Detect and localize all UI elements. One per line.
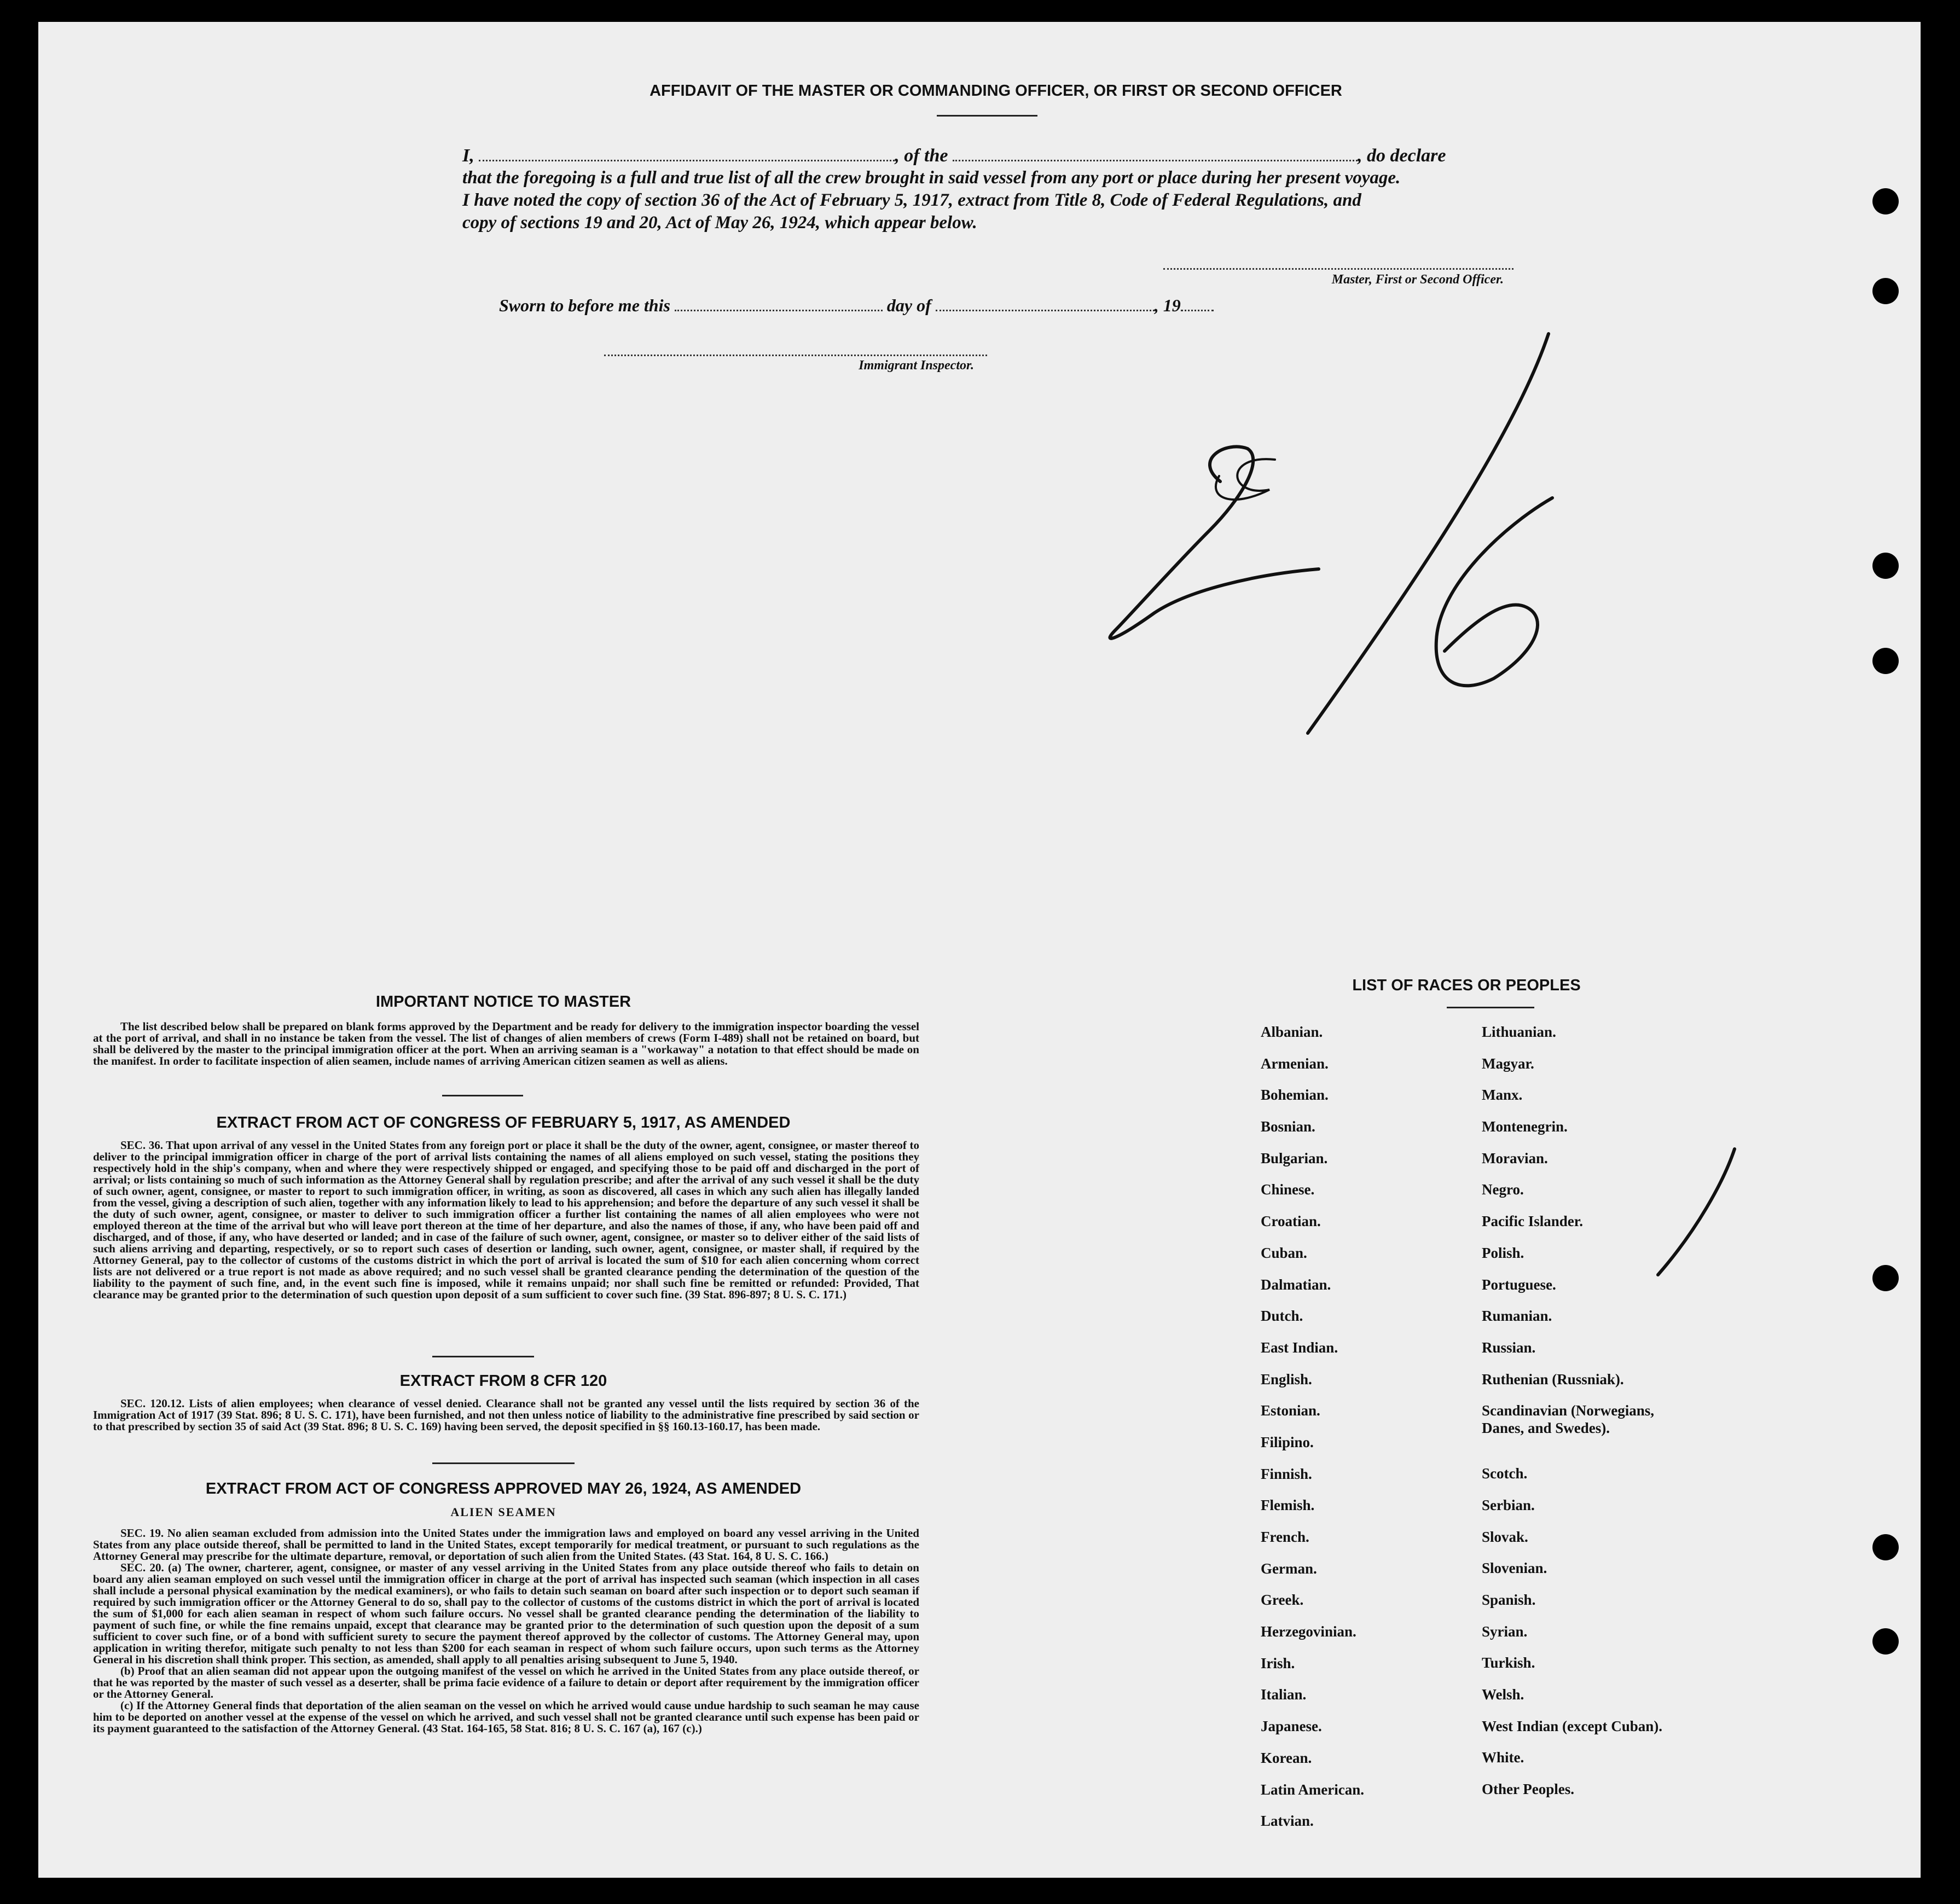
binder-hole xyxy=(1872,1265,1899,1291)
race-item: Bosnian. xyxy=(1261,1118,1315,1135)
race-item: Pacific Islander. xyxy=(1482,1213,1583,1230)
race-item: Irish. xyxy=(1261,1655,1295,1671)
notice-text: The list described below shall be prepared on blank forms approved by the Department and be ready for delivery to the immigration inspector boarding the vessel at the port of arrival, and shall in no instance be taken from the vessel. The list of changes of alien members of crews (Form I-489) shall not be retained on board, but shall be delivered by the master to the principal immigration officer at the port. When an arriving seaman is a "workaway" a notation to that effect should be made on the manifest. In order to facilitate inspection of alien seamen, include names of arriving American citizen seamen as well as aliens. xyxy=(93,1020,919,1067)
title-divider xyxy=(937,115,1037,117)
race-item: Syrian. xyxy=(1482,1623,1528,1640)
race-item: Moravian. xyxy=(1482,1150,1548,1166)
sworn-line xyxy=(499,295,1214,316)
race-item: Scandinavian (Norwegians, Danes, and Swedes). xyxy=(1482,1402,1655,1437)
race-item: West Indian (except Cuban). xyxy=(1482,1717,1663,1734)
alien-seamen-subtitle: ALIEN SEAMEN xyxy=(450,1505,556,1519)
affidavit-line-3: I have noted the copy of section 36 of the Act of February 5, 1917, extract from Title 8, Code of Federal Regulations, and xyxy=(462,190,1361,210)
race-item: Latvian. xyxy=(1261,1813,1314,1830)
races-divider xyxy=(1447,1007,1534,1008)
race-item: Albanian. xyxy=(1261,1024,1323,1040)
race-item: Chinese. xyxy=(1261,1181,1315,1198)
race-item: White. xyxy=(1482,1749,1524,1766)
extract-1917-title: EXTRACT FROM ACT OF CONGRESS OF FEBRUARY 5, 1917, AS AMENDED xyxy=(216,1114,791,1131)
notice-title: IMPORTANT NOTICE TO MASTER xyxy=(375,993,631,1011)
race-item: Herzegovinian. xyxy=(1261,1623,1356,1640)
handwritten-number-2-6 xyxy=(1089,323,1570,761)
race-item: Bulgarian. xyxy=(1261,1150,1328,1166)
binder-hole xyxy=(1872,553,1899,579)
race-item: Slovenian. xyxy=(1482,1560,1547,1577)
section-120-12-text: SEC. 120.12. Lists of alien employees; when clearance of vessel denied. Clearance shall not be granted any vessel until the lists required by section 36 of the Immigration Act of 1917 (39 Stat. 896; 8 U. S. C. 171), have been furnished, and not then unless notice of liability to the administrative fine prescribed by said section or to that prescribed by section 35 of said Act (39 Stat. 896; 8 U. S. C. 169) having been served, the deposit specified in §§ 160.13-160.17, has been made. xyxy=(93,1397,919,1433)
section-19-text: SEC. 19. No alien seaman excluded from admission into the United States under the immigration laws and employed on board any vessel arriving in the United States from any place outside thereof, shall be permitted to land in the United States, except temporarily for medical treatment, or pursuant to such regulations as the Attorney General may prescribe for the ultimate departure, removal, or deportation of such alien from the United States. (43 Stat. 164, 8 U. S. C. 166.) xyxy=(93,1526,919,1563)
race-item: Armenian. xyxy=(1261,1055,1329,1072)
race-item: Lithuanian. xyxy=(1482,1024,1556,1040)
races-column-1 xyxy=(1261,1023,1469,1844)
divider xyxy=(432,1462,575,1464)
binder-hole xyxy=(1872,278,1899,304)
binder-hole xyxy=(1872,188,1899,214)
section-20a-text: SEC. 20. (a) The owner, charterer, agent, consignee, or master of any vessel arriving in the United States from any place outside thereof who fails to detain on board any alien seaman employed on such vessel until the immigration officer in charge at the port of arrival has inspected such seaman (which inspection in all cases shall include a personal physical examination by the medical examiners), or who fails to detain such seaman on board after such inspection or to deport such seaman if required by such immigration officer or the Attorney General to do so, shall pay to the collector of customs of the customs district in which the port of arrival is located the sum of $1,000 for each alien seaman in respect of whom such failure occurs. No vessel shall be granted clearance pending the determination of the liability to payment of such fine, or while the fine remains unpaid, except that clearance may be granted prior to the determination of such question upon the deposit of a sum sufficient to cover such fine, or of a bond with sufficient surety to secure the payment thereof approved by the collector of customs. The Attorney General may, upon application in writing therefor, mitigate such penalty to not less than $200 for each seaman in respect of whom such failure occurs, upon such terms as the Attorney General in his discretion shall think proper. This section, as amended, shall apply to all penalties arising subsequent to June 5, 1940. xyxy=(93,1561,919,1666)
vessel-blank[interactable] xyxy=(953,146,1358,161)
race-item: Other Peoples. xyxy=(1482,1781,1574,1798)
sworn-day-blank[interactable] xyxy=(675,295,883,311)
race-item: Portuguese. xyxy=(1482,1276,1556,1293)
extract-cfr-title: EXTRACT FROM 8 CFR 120 xyxy=(399,1372,607,1390)
race-item: Negro. xyxy=(1482,1181,1524,1198)
section-20b-text: (b) Proof that an alien seaman did not appear upon the outgoing manifest of the vessel on which he arrived in the United States from any place outside thereof, or that he was reported by the master of such vessel as a deserter, shall be prima facie evidence of a failure to detain or deport after requirement by the immigration officer or the Attorney General. xyxy=(93,1664,919,1700)
race-item: Greek. xyxy=(1261,1592,1304,1609)
extract-cfr-body xyxy=(93,1398,919,1432)
race-item: Polish. xyxy=(1482,1244,1524,1261)
name-blank[interactable] xyxy=(479,146,895,161)
divider xyxy=(442,1095,523,1096)
year-prefix-label: , 19 xyxy=(1154,295,1181,315)
race-item: Cuban. xyxy=(1261,1244,1307,1261)
binder-hole xyxy=(1872,1628,1899,1655)
race-item: Magyar. xyxy=(1482,1055,1534,1072)
race-item: Italian. xyxy=(1261,1686,1307,1703)
race-item: Montenegrin. xyxy=(1482,1118,1568,1135)
race-item: Latin American. xyxy=(1261,1781,1364,1798)
sworn-label: Sworn to before me this xyxy=(499,295,670,315)
do-declare-label: , do declare xyxy=(1358,146,1446,166)
race-item: Finnish. xyxy=(1261,1465,1312,1482)
affidavit-title: AFFIDAVIT OF THE MASTER OR COMMANDING OFFICER, OR FIRST OR SECOND OFFICER xyxy=(650,82,1342,100)
race-item: Korean. xyxy=(1261,1749,1312,1766)
races-title: LIST OF RACES OR PEOPLES xyxy=(1352,977,1581,994)
notice-body xyxy=(93,1021,919,1067)
race-item: Japanese. xyxy=(1261,1718,1322,1735)
race-item: German. xyxy=(1261,1560,1317,1577)
race-item: Scotch. xyxy=(1482,1465,1528,1482)
race-item: Dutch. xyxy=(1261,1308,1303,1325)
race-item: English. xyxy=(1261,1371,1312,1388)
affidavit-line-1 xyxy=(462,144,1518,167)
affidavit-line-2: that the foregoing is a full and true list of all the crew brought in said vessel from any port or place during her present voyage. xyxy=(462,168,1401,188)
race-item: Rumanian. xyxy=(1482,1308,1552,1325)
race-item: Manx. xyxy=(1482,1087,1523,1104)
race-item: Welsh. xyxy=(1482,1686,1524,1703)
of-the-label: , of the xyxy=(895,146,948,166)
section-36-text: SEC. 36. That upon arrival of any vessel in the United States from any foreign port or place it shall be the duty of the owner, agent, consignee, or master thereof to deliver to the principal immigration officer in charge of the port of arrival lists containing the names of all aliens employed on such vessel, stating the positions they respectively hold in the ship's company, when and where they were respectively shipped or engaged, and specifying those to be paid off and discharged in the port of arrival; or lists containing so much of such information as the Attorney General shall by regulation prescribe; and after the arrival of any such vessel it shall be the duty of such owner, agent, consignee, or master to report to such immigration officer, in writing, as soon as discovered, all cases in which any such alien has illegally landed from the vessel, giving a description of such alien, together with any information likely to lead to his apprehension; and before the departure of any such vessel it shall be the duty of such owner, agent, consignee, or master to deliver to such immigration officer a further list containing the names of all alien employees who were not employed thereon at the time of the arrival but who will leave port thereon at the time of her departure, and also the names of those, if any, who have been paid off and discharged, and of those, if any, who have deserted or landed; and in case of the failure of such owner, agent, consignee, or master so to deliver either of the said lists of such aliens arriving and departing, respectively, or so to report such cases of desertion or landing, such owner, agent, consignee, or master shall, if required by the Attorney General, pay to the collector of customs of the customs district in which the port of arrival is located the sum of $10 for each alien concerning whom correct lists are not delivered or a true report is not made as above required; and no such vessel shall be granted clearance pending the determination of the question of the liability to the payment of such fine, and, in the event such fine is imposed, while it remains unpaid; nor shall such fine be remitted or refunded: Provided, That clearance may be granted prior to the determination of such question upon deposit of a sum sufficient to cover such fine. (39 Stat. 896-897; 8 U. S. C. 171.) xyxy=(93,1139,919,1301)
race-item: Bohemian. xyxy=(1261,1087,1329,1104)
race-item: Filipino. xyxy=(1261,1433,1314,1450)
race-item: Croatian. xyxy=(1261,1213,1321,1230)
sworn-month-blank[interactable] xyxy=(936,295,1155,311)
race-item: Spanish. xyxy=(1482,1592,1536,1608)
divider xyxy=(432,1356,534,1357)
race-item: Estonian. xyxy=(1261,1402,1320,1419)
race-item: Slovak. xyxy=(1482,1528,1528,1545)
race-item: Russian. xyxy=(1482,1339,1536,1356)
inspector-label: Immigrant Inspector. xyxy=(859,358,974,373)
race-item: Dalmatian. xyxy=(1261,1276,1331,1293)
sworn-year-blank[interactable] xyxy=(1181,295,1214,311)
binder-hole xyxy=(1872,648,1899,674)
race-item: Turkish. xyxy=(1482,1655,1535,1671)
race-item: French. xyxy=(1261,1529,1309,1545)
affidavit-line-4: copy of sections 19 and 20, Act of May 26, 1924, which appear below. xyxy=(462,213,977,233)
section-20c-text: (c) If the Attorney General finds that deportation of the alien seaman on the vessel on which he arrived would cause undue hardship to such seaman he may cause him to be deported on another vessel at the expense of the vessel on which he arrived, and such vessel shall not be granted clearance until such expense has been paid or its payment guaranteed to the satisfaction of the Attorney General. (43 Stat. 164-165, 58 Stat. 816; 8 U. S. C. 167 (a), 167 (c).) xyxy=(93,1699,919,1735)
extract-1924-title: EXTRACT FROM ACT OF CONGRESS APPROVED MAY 26, 1924, AS AMENDED xyxy=(205,1480,802,1497)
extract-1917-body xyxy=(93,1140,919,1301)
race-item: Flemish. xyxy=(1261,1497,1315,1514)
race-item: Serbian. xyxy=(1482,1496,1535,1513)
affidavit-i-label: I, xyxy=(462,146,474,166)
race-item: East Indian. xyxy=(1261,1339,1338,1356)
master-signature-line[interactable] xyxy=(1163,268,1514,270)
day-of-label: day of xyxy=(886,295,931,315)
inspector-signature-line[interactable] xyxy=(604,355,987,356)
binder-hole xyxy=(1872,1534,1899,1560)
races-column-2 xyxy=(1482,1023,1712,1812)
extract-1924-body xyxy=(93,1528,919,1734)
master-signature-label: Master, First or Second Officer. xyxy=(1331,272,1504,287)
race-item: Ruthenian (Russniak). xyxy=(1482,1371,1624,1388)
